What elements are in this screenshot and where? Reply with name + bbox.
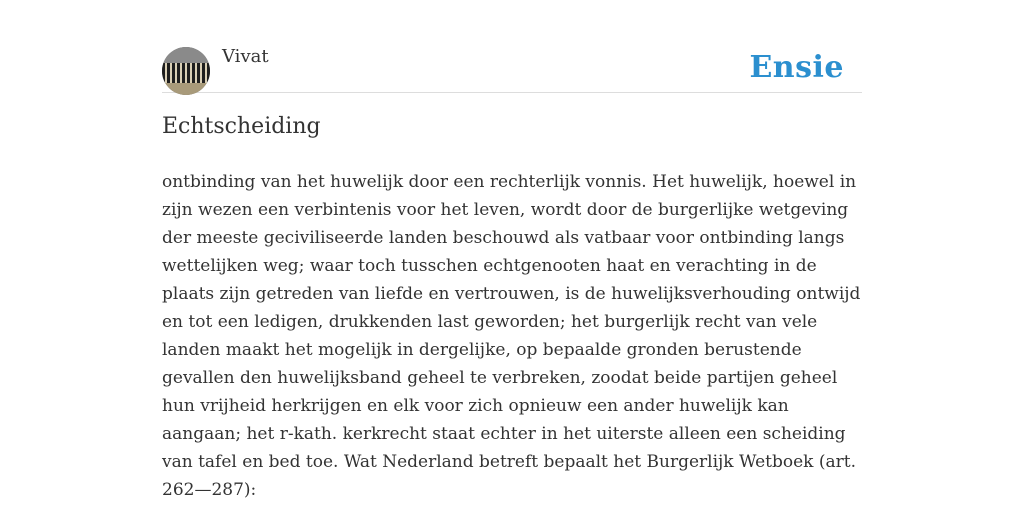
avatar-book-spines: [162, 63, 210, 83]
body-line: gevallen den huwelijksband geheel te verbreken, zoodat beide partijen geheel: [162, 368, 838, 388]
body-line: van tafel en bed toe. Wat Nederland betreft bepaalt het Burgerlijk Wetboek (art.: [162, 452, 856, 472]
article-body: [162, 168, 862, 504]
brand-logo-link[interactable]: Ensie: [749, 50, 844, 85]
body-line: plaats zijn getreden van liefde en vertrouwen, is de huwelijksverhouding ontwijd: [162, 284, 861, 304]
body-line: en tot een ledigen, drukkenden last geworden; het burgerlijk recht van vele: [162, 312, 818, 332]
body-line: ontbinding van het huwelijk door een rechterlijk vonnis. Het huwelijk, hoewel in: [162, 172, 857, 192]
header: [162, 0, 862, 93]
body-line: zijn wezen een verbintenis voor het leven, wordt door de burgerlijke wetgeving: [162, 200, 849, 220]
body-line: aangaan; het r-kath. kerkrecht staat echter in het uiterste alleen een scheiding: [162, 424, 846, 444]
body-line: landen maakt het mogelijk in dergelijke, op bepaalde gronden berustende: [162, 340, 802, 360]
body-line: wettelijken weg; waar toch tusschen echtgenooten haat en verachting in de: [162, 256, 817, 276]
author-avatar[interactable]: [162, 47, 210, 95]
avatar-sky: [162, 47, 210, 63]
body-line: der meeste geciviliseerde landen beschouwd als vatbaar voor ontbinding langs: [162, 228, 845, 248]
page: [162, 0, 862, 500]
article-title: Echtscheiding: [162, 114, 321, 139]
author-name-link[interactable]: Vivat: [222, 46, 269, 67]
avatar-shelf: [162, 83, 210, 95]
body-line: 262—287):: [162, 480, 257, 500]
body-line: hun vrijheid herkrijgen en elk voor zich opnieuw een ander huwelijk kan: [162, 396, 789, 416]
